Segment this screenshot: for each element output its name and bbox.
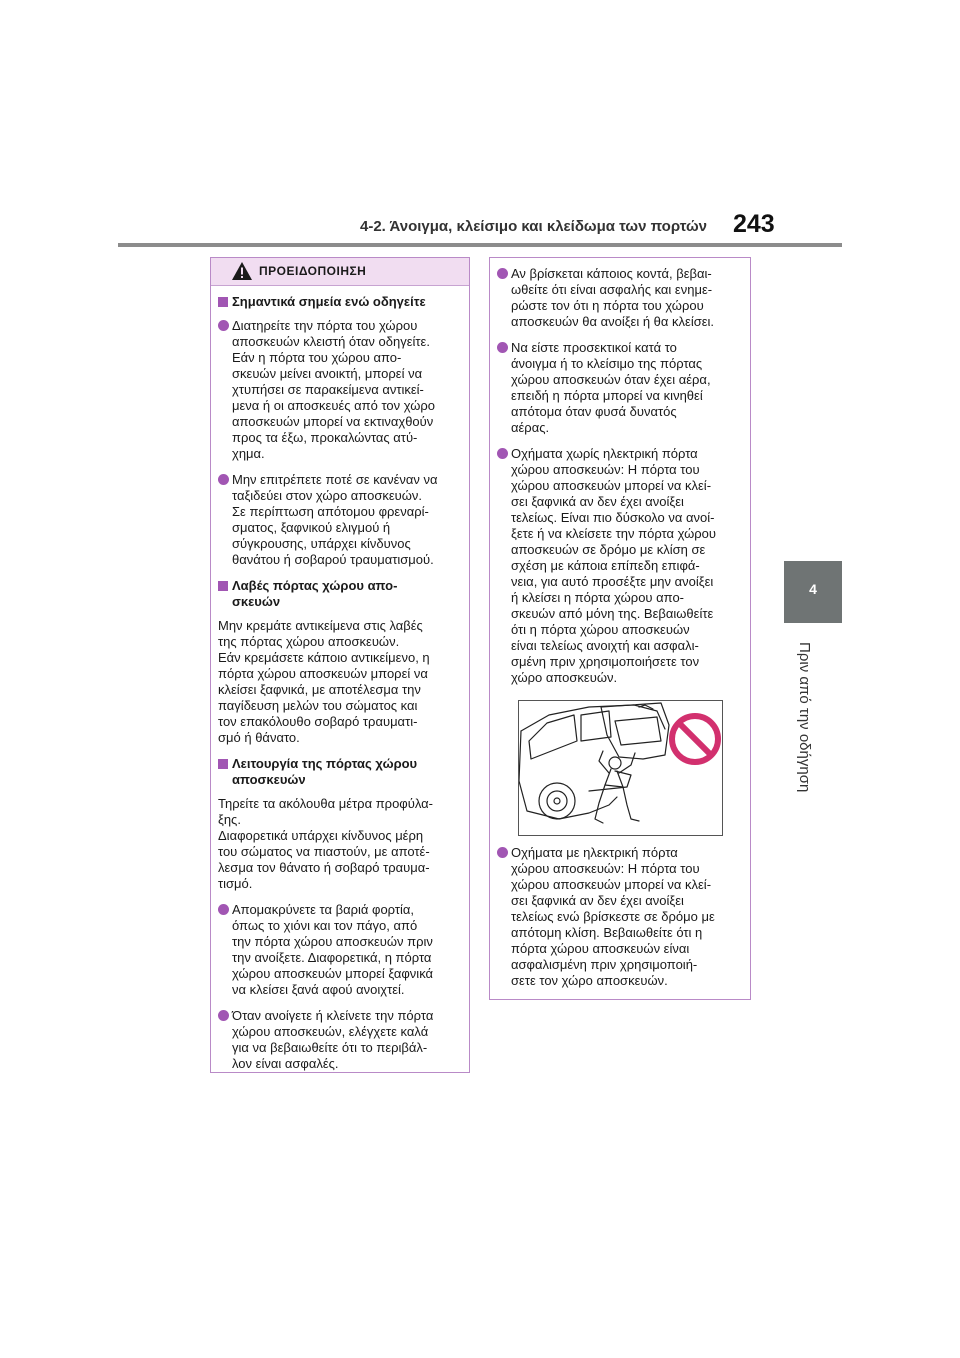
- text-line: λον είναι ασφαλές.: [232, 1056, 339, 1071]
- text-line: ταξιδεύει στον χώρο αποσκευών.: [232, 488, 423, 503]
- bullet-item: [218, 1008, 465, 1072]
- warning-box-right: [489, 257, 751, 1000]
- text-line: Λειτουργία της πόρτας χώρου: [232, 756, 418, 771]
- bullet-item: [218, 472, 465, 568]
- text-line: να κλείσει ξανά αφού ανοιχτεί.: [232, 982, 405, 997]
- text-line: σύγκρουσης, υπάρχει κίνδυνος: [232, 536, 411, 551]
- text-line: ωθείτε ότι είναι ασφαλής και ενημε-: [511, 282, 713, 297]
- text-line: ότι η πόρτα χώρου αποσκευών: [511, 622, 690, 637]
- text-line: κλείσει ξαφνικά, με αποτέλεσμα την: [218, 682, 421, 697]
- text-line: σετε τον χώρο αποσκευών.: [511, 973, 668, 988]
- text-line: σχέση με κάποια επίπεδη επιφά-: [511, 558, 700, 573]
- circle-bullet-icon: [497, 847, 508, 858]
- text-line: άνοιγμα ή το κλείσιμο της πόρτας: [511, 356, 703, 371]
- text-line: Σημαντικά σημεία ενώ οδηγείτε: [232, 294, 426, 309]
- circle-bullet-icon: [497, 268, 508, 279]
- text-line: είναι τελείως ανοιχτή και ασφαλι-: [511, 638, 699, 653]
- paragraph: [218, 618, 465, 746]
- bullet-item: [497, 266, 746, 330]
- text-line: προς τα έξω, προκαλώντας ατύ-: [232, 430, 418, 445]
- text-line: Διαφορετικά υπάρχει κίνδυνος μέρη: [218, 828, 424, 843]
- bullet-item: [497, 446, 746, 686]
- text-line: σει ξαφνικά αν δεν έχει ανοίξει: [511, 494, 684, 509]
- text-line: Όταν ανοίγετε ή κλείνετε την πόρτα: [232, 1008, 434, 1023]
- warning-triangle-icon: [231, 261, 253, 281]
- tailgate-illustration: [518, 700, 723, 836]
- text-line: χώρου αποσκευών: Η πόρτα του: [511, 861, 700, 876]
- text-line: επειδή η πόρτα μπορεί να κινηθεί: [511, 388, 703, 403]
- text-line: χώρου αποσκευών όταν έχει αέρα,: [511, 372, 711, 387]
- circle-bullet-icon: [218, 1010, 229, 1021]
- text-line: θανάτου ή σοβαρού τραυματισμού.: [232, 552, 434, 567]
- text-line: Εάν κρεμάσετε κάποιο αντικείμενο, η: [218, 650, 430, 665]
- circle-bullet-icon: [218, 904, 229, 915]
- text-line: αποσκευών κλειστή όταν οδηγείτε.: [232, 334, 430, 349]
- text-line: αποσκευών μπορεί να εκτιναχθούν: [232, 414, 434, 429]
- text-line: Διατηρείτε την πόρτα του χώρου: [232, 318, 418, 333]
- section-heading: [218, 578, 465, 610]
- square-bullet-icon: [218, 759, 228, 769]
- text-line: τελείως ενώ βρίσκεστε σε δρόμο με: [511, 909, 715, 924]
- text-line: για να βεβαιωθείτε ότι το περιβάλ-: [232, 1040, 428, 1055]
- text-line: Οχήματα χωρίς ηλεκτρική πόρτα: [511, 446, 698, 461]
- text-line: την ανοίξετε. Διαφορετικά, η πόρτα: [232, 950, 432, 965]
- square-bullet-icon: [218, 581, 228, 591]
- text-line: Αν βρίσκεται κάποιος κοντά, βεβαι-: [511, 266, 712, 281]
- bullet-item: [497, 340, 746, 436]
- text-line: σμό ή θάνατο.: [218, 730, 300, 745]
- text-line: σκευών από μόνη της. Βεβαιωθείτε: [511, 606, 714, 621]
- text-line: χώρου αποσκευών: Η πόρτα του: [511, 462, 700, 477]
- text-line: χώρου αποσκευών, ελέγχετε καλά: [232, 1024, 429, 1039]
- section-heading: [218, 756, 465, 788]
- warning-content-right-lower: [497, 845, 746, 999]
- text-line: χώρου αποσκευών μπορεί να κλεί-: [511, 478, 712, 493]
- text-line: Μην κρεμάτε αντικείμενα στις λαβές: [218, 618, 423, 633]
- text-line: χτυπήσει σε παρακείμενα αντικεί-: [232, 382, 424, 397]
- circle-bullet-icon: [218, 474, 229, 485]
- text-line: πόρτα χώρου αποσκευών μπορεί να: [218, 666, 428, 681]
- text-line: σει ξαφνικά αν δεν έχει ανοίξει: [511, 893, 684, 908]
- text-line: Σε περίπτωση απότομου φρεναρί-: [232, 504, 429, 519]
- paragraph: [218, 796, 465, 892]
- text-line: ασφαλισμένη πριν χρησιμοποιή-: [511, 957, 698, 972]
- text-line: την πόρτα χώρου αποσκευών πριν: [232, 934, 433, 949]
- warning-label: ΠΡΟΕΙΔΟΠΟΙΗΣΗ: [259, 264, 367, 278]
- text-line: μενα ή οι αποσκευές από τον χώρο: [232, 398, 435, 413]
- text-line: Μην επιτρέπετε ποτέ σε κανέναν να: [232, 472, 438, 487]
- text-line: Εάν η πόρτα του χώρου απο-: [232, 350, 402, 365]
- text-line: του σώματος να πιαστούν, με αποτέ-: [218, 844, 430, 859]
- text-line: σκευών: [232, 594, 281, 609]
- text-line: της πόρτας χώρου αποσκευών.: [218, 634, 400, 649]
- text-line: αποσκευών θα ανοίξει ή θα κλείσει.: [511, 314, 715, 329]
- text-line: σματος, ξαφνικού ελιγμού ή: [232, 520, 391, 535]
- circle-bullet-icon: [497, 448, 508, 459]
- bullet-item: [218, 902, 465, 998]
- chapter-tab: [784, 561, 842, 623]
- bullet-item: [497, 845, 746, 989]
- text-line: απότομα όταν φυσά δυνατός: [511, 404, 677, 419]
- text-line: σμένη πριν χρησιμοποιήσετε τον: [511, 654, 700, 669]
- text-line: αποσκευών σε δρόμο με κλίση σε: [511, 542, 706, 557]
- circle-bullet-icon: [218, 320, 229, 331]
- text-line: νεια, για αυτό προσέξτε μην ανοίξει: [511, 574, 714, 589]
- prohibition-icon: [672, 716, 718, 762]
- text-line: Οχήματα με ηλεκτρική πόρτα: [511, 845, 678, 860]
- text-line: χώρο αποσκευών.: [511, 670, 618, 685]
- text-line: χημα.: [232, 446, 265, 461]
- circle-bullet-icon: [497, 342, 508, 353]
- text-line: ξετε ή να κλείσετε την πόρτα χώρου: [511, 526, 716, 541]
- text-line: ξης.: [218, 812, 241, 827]
- warning-content-left: [218, 294, 465, 1082]
- text-line: Λαβές πόρτας χώρου απο-: [232, 578, 398, 593]
- text-line: σκευών μείνει ανοικτή, μπορεί να: [232, 366, 423, 381]
- text-line: Τηρείτε τα ακόλουθα μέτρα προφύλα-: [218, 796, 433, 811]
- chapter-label: Πριν από την οδήγηση: [796, 642, 813, 793]
- warning-box-left: [210, 257, 470, 1073]
- text-line: χώρου αποσκευών μπορεί να κλεί-: [511, 877, 712, 892]
- text-line: τον επακόλουθο σοβαρό τραυματι-: [218, 714, 418, 729]
- section-title: 4-2. Άνοιγμα, κλείσιμο και κλείδωμα των πορτών: [360, 218, 707, 235]
- text-line: αέρας.: [511, 420, 550, 435]
- chapter-number: 4: [809, 581, 817, 597]
- section-heading: [218, 294, 465, 310]
- warning-content-right: [497, 266, 746, 696]
- text-line: απότομη κλίση. Βεβαιωθείτε ότι η: [511, 925, 703, 940]
- bullet-item: [218, 318, 465, 462]
- header-divider: [118, 243, 842, 247]
- text-line: ρώστε τον ότι η πόρτα του χώρου: [511, 298, 704, 313]
- text-line: λεσμα τον θάνατο ή σοβαρό τραυμα-: [218, 860, 430, 875]
- page-number: 243: [733, 210, 775, 238]
- text-line: πόρτα χώρου αποσκευών είναι: [511, 941, 690, 956]
- text-line: χώρου αποσκευών μπορεί ξαφνικά: [232, 966, 434, 981]
- warning-banner: [211, 258, 469, 286]
- text-line: παγίδευση μελών του σώματος και: [218, 698, 418, 713]
- text-line: Απομακρύνετε τα βαριά φορτία,: [232, 902, 415, 917]
- square-bullet-icon: [218, 297, 228, 307]
- text-line: Να είστε προσεκτικοί κατά το: [511, 340, 677, 355]
- text-line: όπως το χιόνι και τον πάγο, από: [232, 918, 418, 933]
- text-line: τελείως. Είναι πιο δύσκολο να ανοί-: [511, 510, 715, 525]
- text-line: τισμό.: [218, 876, 253, 891]
- text-line: αποσκευών: [232, 772, 306, 787]
- text-line: ή κλείσει η πόρτα χώρου απο-: [511, 590, 685, 605]
- car-tailgate-drawing: [519, 701, 722, 835]
